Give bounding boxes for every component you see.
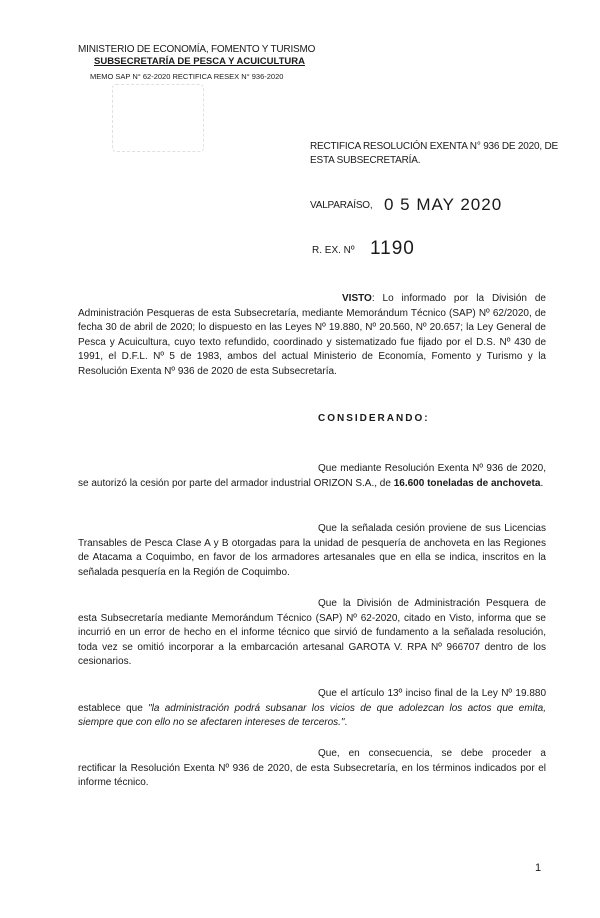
considerando-4-quote: "la administración podrá subsanar los vicios de que adolezcan los actos que emita, siempre que con ello no se afectaren intereses de terceros." bbox=[78, 702, 546, 728]
considerando-5: Que, en consecuencia, se debe proceder a rectificar la Resolución Exenta Nº 936 de 2020, de esta Subsecretaría, en los términos indicados por el informe técnico. bbox=[78, 748, 546, 788]
considerando-1-text: Que mediante Resolución Exenta Nº 936 de 2020, se autorizó la cesión por parte del armador industrial ORIZON S.A., de bbox=[78, 463, 546, 489]
considerando-4-text: Que el artículo 13º inciso final de la Ley Nº 19.880 establece que bbox=[78, 688, 546, 714]
considerando-4 bbox=[78, 687, 546, 731]
visto-text: : Lo informado por la División de Administración Pesqueras de esta Subsecretaría, mediante Memorándum Técnico (SAP) Nº 62/2020, de fecha 30 de abril de 2020; lo dispuesto en las Leyes Nº 19.880, Nº 20.560, Nº 20.657; la Ley General de Pesca y Acuicultura, cuyo texto refundido, coordinado y sistematizado fue fijado por el D.S. Nº 430 de 1991, el D.F.L. Nº 5 de 1983, ambos del actual Ministerio de Economía, Fomento y Turismo y la Resolución Exenta Nº 936 de 2020 de esta Subsecretaría. bbox=[78, 293, 546, 377]
considerando-1-end: . bbox=[540, 477, 544, 489]
ministry-name: MINISTERIO DE ECONOMÍA, FOMENTO Y TURISMO bbox=[78, 44, 316, 55]
faded-stamp bbox=[112, 84, 204, 152]
resolution-number: 1190 bbox=[370, 238, 415, 259]
memo-reference: MEMO SAP N° 62-2020 RECTIFICA RESEX N° 936-2020 bbox=[90, 72, 284, 81]
resolution-subject: RECTIFICA RESOLUCIÓN EXENTA N° 936 DE 2020, DE ESTA SUBSECRETARÍA. bbox=[310, 141, 559, 166]
page-number: 1 bbox=[535, 862, 542, 874]
city-label: VALPARAÍSO, bbox=[310, 200, 373, 211]
considerando-3: Que la División de Administración Pesquera de esta Subsecretaría mediante Memorándum Técnico (SAP) Nº 62-2020, citado en Visto, informa que se incurrió en un error de hecho en el informe técnico que sirvió de fundamento a la señalada resolución, toda vez se omitió incorporar a la embarcación artesanal GAROTA V. RPA Nº 966707 dentro de los cesionarios. bbox=[78, 598, 546, 667]
visto-paragraph bbox=[78, 292, 546, 379]
considerando-1-bold: 16.600 toneladas de anchoveta bbox=[393, 477, 541, 489]
considerando-2: Que la señalada cesión proviene de sus Licencias Transables de Pesca Clase A y B otorgadas para la unidad de pesquería de anchoveta en las Regiones de Atacama a Coquimbo, en favor de los armadores artesanales que en ella se indica, inscritos en la señalada pesquería en la Región de Coquimbo. bbox=[78, 523, 546, 578]
considerando-4-end: . bbox=[344, 717, 348, 728]
visto-label: VISTO bbox=[342, 293, 372, 304]
date-stamp: 0 5 MAY 2020 bbox=[384, 195, 503, 214]
considerando-1 bbox=[78, 462, 546, 491]
resolution-label: R. EX. Nº bbox=[312, 245, 355, 256]
undersecretariat-name: SUBSECRETARÍA DE PESCA Y ACUICULTURA bbox=[94, 56, 305, 67]
considerando-heading: CONSIDERANDO: bbox=[318, 413, 430, 424]
